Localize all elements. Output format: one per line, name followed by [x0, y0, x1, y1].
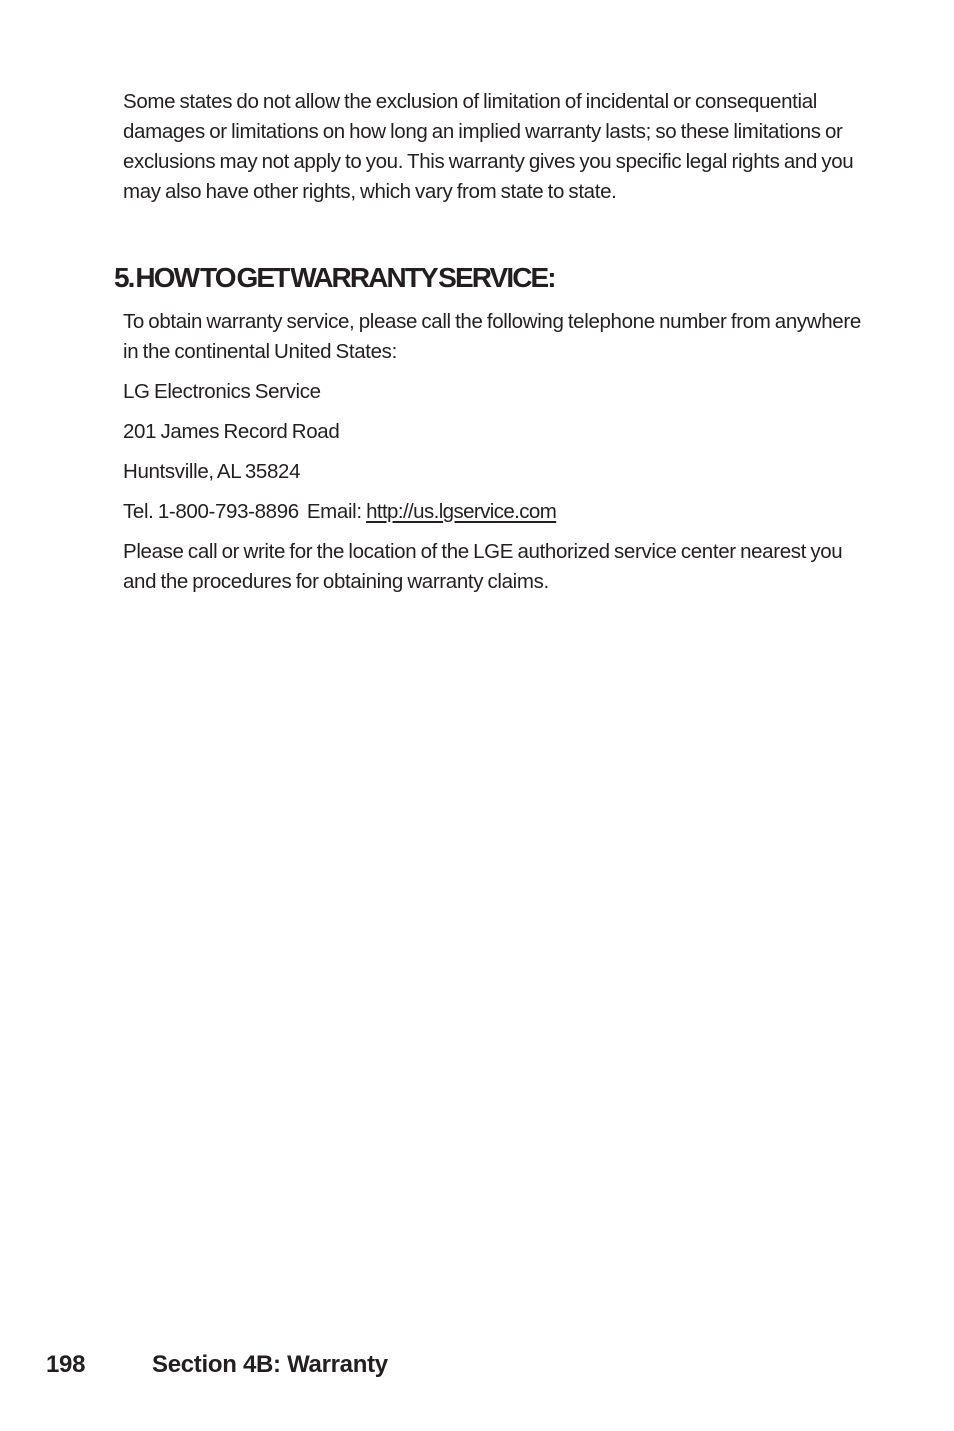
section-heading: 5. HOW TO GET WARRANTY SERVICE:	[114, 262, 555, 293]
page-number: 198	[46, 1351, 86, 1378]
closing-paragraph: Please call or write for the location of the LGE authorized service center nearest you and the procedures for obtaining warranty claims.	[123, 540, 843, 593]
footer-section-title: Section 4B: Warranty	[152, 1351, 388, 1378]
address-street: 201 James Record Road	[123, 420, 340, 443]
instruction-paragraph: To obtain warranty service, please call the following telephone number from anywhere in the continental United States:	[123, 310, 861, 363]
warranty-service-block	[123, 307, 868, 607]
page-footer	[46, 1349, 388, 1381]
contact-line	[123, 497, 868, 527]
email-label: Email:	[306, 500, 362, 523]
address-company: LG Electronics Service	[123, 380, 321, 403]
service-website-link[interactable]: http://us.lgservice.com	[366, 500, 557, 523]
intro-paragraph: Some states do not allow the exclusion of limitation of incidental or consequential damages or limitations on how long an implied warranty lasts; so these limitations or exclusions may not apply to you. This warranty gives you specific legal rights and you may also have other rights, which vary from state to state.	[123, 90, 854, 203]
telephone-number: Tel. 1-800-793-8896	[123, 500, 299, 523]
address-city: Huntsville, AL 35824	[123, 460, 301, 483]
